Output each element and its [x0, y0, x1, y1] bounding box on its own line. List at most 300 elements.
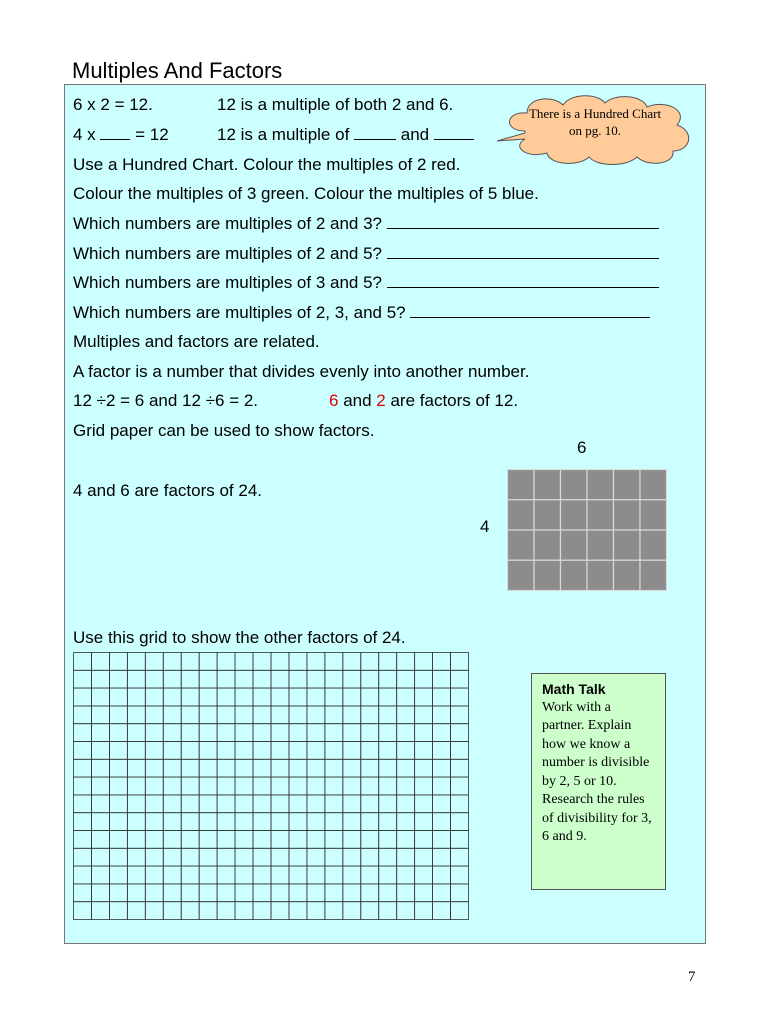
grid-cell [508, 500, 535, 530]
grid-cell [343, 653, 361, 671]
grid-cell [343, 795, 361, 813]
division-equations: 12 ÷2 = 6 and 12 ÷6 = 2. [73, 391, 259, 410]
statement-related: Multiples and factors are related. [73, 332, 320, 351]
grid-cell [74, 759, 92, 777]
grid-cell [217, 902, 235, 920]
grid-cell [217, 866, 235, 884]
grid-cell [199, 706, 217, 724]
grid-cell [271, 653, 289, 671]
instruction-colour-3-5: Colour the multiples of 3 green. Colour the multiples of 5 blue. [73, 184, 539, 203]
grid-cell [587, 470, 614, 500]
grid-cell [415, 724, 433, 742]
grid-cell [235, 848, 253, 866]
grid-cell [163, 742, 181, 760]
grid-cell [433, 688, 451, 706]
grid-cell [379, 724, 397, 742]
grid-cell [534, 560, 561, 590]
grid-cell [614, 500, 641, 530]
grid-cell [253, 884, 271, 902]
factor-grid-top-label: 6 [577, 438, 587, 457]
grid-cell [199, 688, 217, 706]
grid-cell [415, 902, 433, 920]
grid-cell [361, 795, 379, 813]
equation-4x-suffix: = 12 [130, 125, 169, 144]
grid-cell [397, 670, 415, 688]
grid-cell [451, 688, 469, 706]
grid-cell [451, 831, 469, 849]
grid-cell [451, 653, 469, 671]
grid-cell [415, 795, 433, 813]
grid-cell [343, 884, 361, 902]
multiple-statement: 12 is a multiple of both 2 and 6. [217, 95, 454, 114]
grid-cell [181, 902, 199, 920]
grid-cell [379, 653, 397, 671]
grid-cell [271, 706, 289, 724]
grid-cell [325, 706, 343, 724]
answer-blank-3[interactable] [387, 274, 659, 288]
grid-cell [109, 813, 127, 831]
grid-cell [109, 777, 127, 795]
grid-cell [415, 884, 433, 902]
grid-cell [271, 902, 289, 920]
grid-cell [271, 742, 289, 760]
grid-cell [199, 670, 217, 688]
grid-cell [379, 706, 397, 724]
grid-cell [451, 866, 469, 884]
grid-cell [253, 670, 271, 688]
grid-cell [74, 777, 92, 795]
grid-cell [199, 742, 217, 760]
grid-cell [181, 759, 199, 777]
grid-cell [433, 813, 451, 831]
grid-cell [379, 777, 397, 795]
grid-cell [74, 688, 92, 706]
grid-cell [74, 884, 92, 902]
grid-cell [325, 724, 343, 742]
grid-cell [289, 902, 307, 920]
grid-cell [433, 795, 451, 813]
grid-cell [451, 742, 469, 760]
grid-cell [561, 470, 588, 500]
grid-cell [91, 670, 109, 688]
grid-cell [361, 848, 379, 866]
grid-cell [397, 777, 415, 795]
math-talk-body: Work with a partner. Explain how we know a number is divisible by 2, 5 or 10. Research the rules of divisibility for 3, 6 and 9. [542, 699, 652, 844]
grid-cell [74, 653, 92, 671]
grid-cell [307, 670, 325, 688]
grid-cell [109, 884, 127, 902]
grid-cell [614, 470, 641, 500]
grid-cell [217, 742, 235, 760]
grid-cell [235, 884, 253, 902]
factor-example [73, 391, 519, 411]
grid-cell [379, 670, 397, 688]
grid-cell [640, 470, 667, 500]
grid-cell [361, 670, 379, 688]
grid-cell [397, 795, 415, 813]
grid-cell [271, 813, 289, 831]
grid-cell [217, 777, 235, 795]
grid-cell [397, 866, 415, 884]
grid-cell [109, 902, 127, 920]
grid-cell [163, 848, 181, 866]
grid-cell [91, 724, 109, 742]
grid-cell [199, 724, 217, 742]
grid-cell [325, 688, 343, 706]
grid-cell [163, 866, 181, 884]
grid-cell [433, 742, 451, 760]
grid-cell [361, 653, 379, 671]
grid-cell [199, 759, 217, 777]
grid-cell [325, 902, 343, 920]
grid-cell [163, 653, 181, 671]
grid-cell [451, 724, 469, 742]
grid-cell [127, 706, 145, 724]
grid-cell [325, 653, 343, 671]
grid-cell [415, 866, 433, 884]
grid-cell [289, 777, 307, 795]
equation-6x2: 6 x 2 = 12. [73, 95, 153, 114]
grid-cell [109, 706, 127, 724]
grid-cell [74, 795, 92, 813]
grid-cell [217, 653, 235, 671]
grid-cell [343, 706, 361, 724]
grid-cell [127, 759, 145, 777]
grid-cell [91, 742, 109, 760]
grid-cell [361, 724, 379, 742]
grid-cell [74, 848, 92, 866]
grid-cell [235, 670, 253, 688]
grid-cell [415, 759, 433, 777]
grid-cell [253, 866, 271, 884]
grid-cell [145, 795, 163, 813]
blank-grid-paper[interactable] [73, 652, 469, 920]
grid-cell [325, 813, 343, 831]
grid-cell [451, 795, 469, 813]
grid-cell [433, 670, 451, 688]
grid-cell [433, 706, 451, 724]
grid-cell [379, 795, 397, 813]
grid-cell [415, 742, 433, 760]
grid-cell [109, 831, 127, 849]
grid-cell [415, 653, 433, 671]
grid-cell [289, 670, 307, 688]
grid-cell [127, 831, 145, 849]
grid-cell [587, 530, 614, 560]
grid-cell [181, 670, 199, 688]
grid-cell [91, 902, 109, 920]
grid-cell [271, 848, 289, 866]
grid-instruction: Use this grid to show the other factors of 24. [73, 628, 406, 647]
grid-cell [235, 688, 253, 706]
grid-cell [235, 653, 253, 671]
grid-cell [127, 653, 145, 671]
grid-cell [253, 759, 271, 777]
grid-cell [587, 500, 614, 530]
grid-cell [307, 759, 325, 777]
grid-cell [181, 848, 199, 866]
grid-cell [145, 884, 163, 902]
grid-cell [145, 848, 163, 866]
grid-cell [109, 795, 127, 813]
grid-cell [361, 759, 379, 777]
grid-cell [235, 795, 253, 813]
grid-cell [289, 866, 307, 884]
grid-cell [379, 688, 397, 706]
instruction-colour-2: Use a Hundred Chart. Colour the multiples of 2 red. [73, 155, 461, 174]
grid-cell [397, 848, 415, 866]
grid-cell [307, 813, 325, 831]
grid-cell [397, 759, 415, 777]
grid-cell [253, 706, 271, 724]
grid-cell [325, 670, 343, 688]
grid-cell [235, 866, 253, 884]
grid-cell [397, 724, 415, 742]
grid-cell [325, 866, 343, 884]
grid-cell [307, 688, 325, 706]
grid-cell [127, 777, 145, 795]
grid-cell [145, 653, 163, 671]
grid-cell [235, 902, 253, 920]
grid-cell [289, 795, 307, 813]
factors-of-12-statement: 6 and 2 are factors of 12. [329, 391, 519, 410]
grid-cell [343, 848, 361, 866]
grid-cell [361, 777, 379, 795]
grid-cell [379, 848, 397, 866]
grid-cell [343, 688, 361, 706]
grid-cell [181, 706, 199, 724]
grid-cell [145, 813, 163, 831]
grid-cell [508, 530, 535, 560]
grid-cell [361, 902, 379, 920]
grid-cell [127, 884, 145, 902]
blank-4x[interactable] [100, 126, 130, 140]
grid-cell [181, 813, 199, 831]
grid-cell [534, 470, 561, 500]
answer-blank-1[interactable] [387, 215, 659, 229]
grid-cell [289, 653, 307, 671]
grid-cell [253, 795, 271, 813]
grid-cell [397, 813, 415, 831]
grid-cell [253, 777, 271, 795]
grid-cell [199, 848, 217, 866]
grid-cell [91, 706, 109, 724]
grid-cell [451, 813, 469, 831]
grid-cell [433, 902, 451, 920]
grid-cell [235, 742, 253, 760]
grid-cell [91, 813, 109, 831]
grid-cell [397, 688, 415, 706]
grid-cell [433, 777, 451, 795]
grid-cell [163, 902, 181, 920]
grid-cell [361, 688, 379, 706]
equation-4x-prefix: 4 x [73, 125, 101, 144]
grid-cell [379, 866, 397, 884]
grid-cell [271, 866, 289, 884]
grid-cell [508, 470, 535, 500]
grid-cell [379, 831, 397, 849]
grid-cell [199, 902, 217, 920]
grid-cell [587, 560, 614, 590]
grid-cell [640, 560, 667, 590]
grid-cell [325, 884, 343, 902]
grid-cell [433, 884, 451, 902]
grid-cell [235, 724, 253, 742]
grid-cell [307, 653, 325, 671]
grid-cell [91, 795, 109, 813]
grid-cell [451, 884, 469, 902]
grid-cell [253, 902, 271, 920]
grid-cell [271, 777, 289, 795]
grid-cell [325, 742, 343, 760]
grid-cell [415, 670, 433, 688]
grid-cell [343, 724, 361, 742]
grid-cell [91, 759, 109, 777]
grid-cell [109, 670, 127, 688]
grid-cell [74, 742, 92, 760]
grid-cell [163, 831, 181, 849]
grid-cell [325, 848, 343, 866]
grid-cell [307, 706, 325, 724]
grid-cell [181, 777, 199, 795]
grid-cell [253, 813, 271, 831]
grid-cell [217, 884, 235, 902]
grid-cell [397, 831, 415, 849]
grid-cell [74, 902, 92, 920]
grid-cell [91, 688, 109, 706]
grid-cell [289, 759, 307, 777]
grid-cell [307, 866, 325, 884]
grid-cell [217, 706, 235, 724]
grid-cell [145, 742, 163, 760]
grid-cell [217, 848, 235, 866]
grid-cell [199, 795, 217, 813]
grid-cell [361, 813, 379, 831]
grid-cell [235, 777, 253, 795]
grid-cell [163, 795, 181, 813]
grid-cell [74, 724, 92, 742]
blank-factor-2[interactable] [434, 126, 474, 140]
grid-cell [289, 831, 307, 849]
grid-cell [433, 759, 451, 777]
grid-cell [397, 884, 415, 902]
grid-cell [640, 530, 667, 560]
grid-cell [379, 742, 397, 760]
grid-cell [361, 706, 379, 724]
grid-cell [307, 848, 325, 866]
answer-blank-4[interactable] [410, 304, 650, 318]
grid-cell [343, 759, 361, 777]
grid-cell [74, 706, 92, 724]
grid-cell [433, 866, 451, 884]
grid-cell [217, 795, 235, 813]
grid-cell [199, 884, 217, 902]
grid-cell [163, 777, 181, 795]
grid-cell [415, 688, 433, 706]
grid-cell [361, 866, 379, 884]
grid-cell [271, 724, 289, 742]
question-3-and-5: Which numbers are multiples of 3 and 5? [73, 273, 659, 293]
grid-cell [289, 884, 307, 902]
grid-cell [163, 724, 181, 742]
grid-cell [217, 670, 235, 688]
grid-cell [534, 530, 561, 560]
grid-cell [307, 831, 325, 849]
grid-cell [614, 530, 641, 560]
grid-cell [127, 902, 145, 920]
grid-cell [181, 653, 199, 671]
answer-blank-2[interactable] [387, 245, 659, 259]
grid-cell [145, 706, 163, 724]
blank-factor-1[interactable] [354, 126, 396, 140]
grid-cell [451, 759, 469, 777]
grid-cell [109, 759, 127, 777]
grid-cell [217, 831, 235, 849]
grid-cell [199, 813, 217, 831]
grid-cell [614, 560, 641, 590]
grid-cell [127, 724, 145, 742]
grid-cell [325, 795, 343, 813]
grid-cell [361, 742, 379, 760]
grid-cell [361, 831, 379, 849]
grid-cell [253, 848, 271, 866]
question-2-and-3: Which numbers are multiples of 2 and 3? [73, 214, 659, 234]
grid-cell [307, 742, 325, 760]
grid-cell [451, 670, 469, 688]
grid-cell [415, 831, 433, 849]
line-example-multiple [73, 95, 454, 115]
grid-cell [325, 759, 343, 777]
grid-cell [253, 831, 271, 849]
grid-cell [181, 688, 199, 706]
page-number: 7 [688, 969, 696, 985]
grid-cell [74, 866, 92, 884]
grid-cell [289, 724, 307, 742]
grid-cell [289, 742, 307, 760]
grid-cell [433, 831, 451, 849]
page-title: Multiples And Factors [72, 58, 283, 83]
grid-cell [127, 848, 145, 866]
grid-cell [127, 813, 145, 831]
grid-cell [74, 831, 92, 849]
grid-cell [271, 759, 289, 777]
factors-of-24-statement: 4 and 6 are factors of 24. [73, 481, 263, 500]
grid-cell [271, 884, 289, 902]
grid-cell [145, 670, 163, 688]
grid-cell [127, 742, 145, 760]
grid-cell [343, 670, 361, 688]
grid-cell [181, 795, 199, 813]
grid-cell [640, 500, 667, 530]
line-fill-multiple [73, 125, 513, 145]
grid-cell [145, 724, 163, 742]
factor-grid-4-by-6 [507, 469, 667, 591]
grid-cell [415, 706, 433, 724]
grid-cell [91, 866, 109, 884]
question-2-and-5: Which numbers are multiples of 2 and 5? [73, 244, 659, 264]
grid-cell [74, 813, 92, 831]
grid-cell [433, 724, 451, 742]
grid-cell [235, 706, 253, 724]
grid-cell [91, 777, 109, 795]
grid-cell [343, 866, 361, 884]
grid-cell [199, 777, 217, 795]
grid-cell [289, 706, 307, 724]
grid-cell [325, 777, 343, 795]
grid-cell [91, 653, 109, 671]
grid-cell [145, 831, 163, 849]
grid-cell [217, 724, 235, 742]
